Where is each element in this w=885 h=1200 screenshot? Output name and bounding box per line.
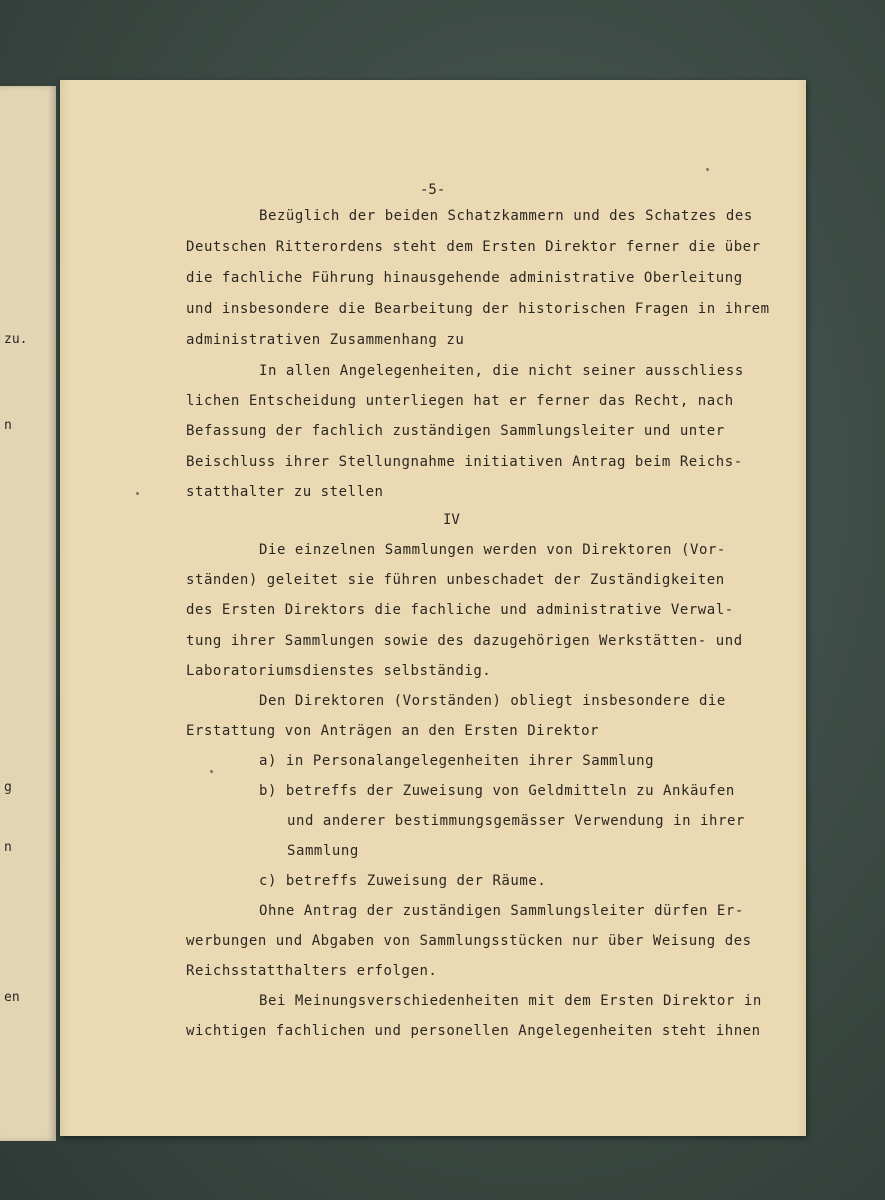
previous-page-fragment: n bbox=[4, 840, 12, 855]
text-line: Ohne Antrag der zuständigen Sammlungsleiter dürfen Er- bbox=[259, 903, 744, 919]
list-item-c: c) betreffs Zuweisung der Räume. bbox=[259, 873, 547, 889]
text-line: Die einzelnen Sammlungen werden von Direktoren (Vor- bbox=[259, 542, 726, 558]
text-line: tung ihrer Sammlungen sowie des dazugehörigen Werkstätten- und bbox=[186, 633, 743, 649]
previous-page-fragment: n bbox=[4, 418, 12, 433]
text-line: und insbesondere die Bearbeitung der historischen Fragen in ihrem bbox=[186, 301, 770, 317]
section-heading: IV bbox=[443, 512, 460, 528]
text-line: Reichsstatthalters erfolgen. bbox=[186, 963, 438, 979]
paper-speck bbox=[136, 492, 139, 495]
text-line: des Ersten Direktors die fachliche und administrative Verwal- bbox=[186, 602, 734, 618]
text-line: Laboratoriumsdienstes selbständig. bbox=[186, 663, 492, 679]
text-line: werbungen und Abgaben von Sammlungsstücken nur über Weisung des bbox=[186, 933, 752, 949]
text-line: In allen Angelegenheiten, die nicht seiner ausschliess bbox=[259, 363, 744, 379]
text-line: ständen) geleitet sie führen unbeschadet der Zuständigkeiten bbox=[186, 572, 725, 588]
text-line: Bezüglich der beiden Schatzkammern und des Schatzes des bbox=[259, 208, 753, 224]
previous-page-fragment: zu. bbox=[4, 332, 28, 347]
list-item-b: b) betreffs der Zuweisung von Geldmitteln zu Ankäufen bbox=[259, 783, 735, 799]
text-line: administrativen Zusammenhang zu bbox=[186, 332, 465, 348]
text-line: Befassung der fachlich zuständigen Sammlungsleiter und unter bbox=[186, 423, 725, 439]
text-line: Sammlung bbox=[287, 843, 359, 859]
text-line: Deutschen Ritterordens steht dem Ersten Direktor ferner die über bbox=[186, 239, 761, 255]
text-line: Erstattung von Anträgen an den Ersten Direktor bbox=[186, 723, 600, 739]
text-line: statthalter zu stellen bbox=[186, 484, 384, 500]
text-line: die fachliche Führung hinausgehende administrative Oberleitung bbox=[186, 270, 743, 286]
previous-page-edge bbox=[0, 86, 56, 1141]
paper-speck bbox=[210, 770, 213, 773]
page-number: -5- bbox=[420, 182, 446, 198]
previous-page-fragment: en bbox=[4, 990, 20, 1005]
document-page bbox=[60, 80, 806, 1136]
text-line: Bei Meinungsverschiedenheiten mit dem Ersten Direktor in bbox=[259, 993, 762, 1009]
text-line: Beischluss ihrer Stellungnahme initiativen Antrag beim Reichs- bbox=[186, 454, 743, 470]
paper-speck bbox=[706, 168, 709, 171]
text-line: und anderer bestimmungsgemässer Verwendung in ihrer bbox=[287, 813, 745, 829]
previous-page-fragment: g bbox=[4, 780, 12, 795]
text-line: lichen Entscheidung unterliegen hat er ferner das Recht, nach bbox=[186, 393, 734, 409]
text-line: wichtigen fachlichen und personellen Angelegenheiten steht ihnen bbox=[186, 1023, 761, 1039]
text-line: Den Direktoren (Vorständen) obliegt insbesondere die bbox=[259, 693, 726, 709]
list-item-a: a) in Personalangelegenheiten ihrer Sammlung bbox=[259, 753, 655, 769]
